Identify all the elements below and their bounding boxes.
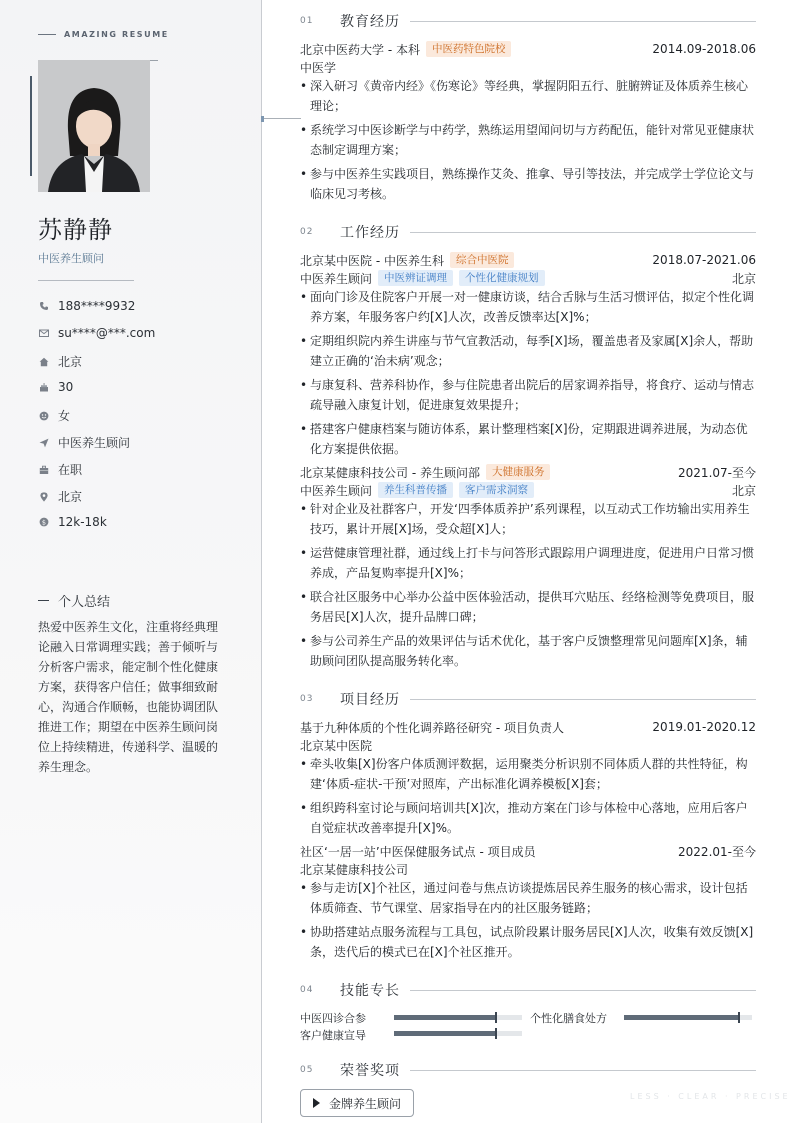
skill-tag: 客户需求洞察 <box>459 482 534 498</box>
company-tag: 大健康服务 <box>486 464 551 480</box>
svg-text:$: $ <box>41 518 47 527</box>
position-name: 中医养生顾问 <box>300 271 373 286</box>
timeline-marker <box>261 116 264 122</box>
skill-bar-tick <box>495 1028 497 1039</box>
list-item: • 参与公司养生产品的效果评估与话术优化，基于客户反馈整理常见问题库[X]条，辅助顾问团队提高服务转化率。 <box>300 634 748 668</box>
major-row <box>300 58 756 76</box>
skill-name: 个性化膳食处方 <box>530 1012 607 1025</box>
contact-location-text: 北京 <box>58 490 83 504</box>
skill-tag: 中医辨证调理 <box>378 270 453 286</box>
job-city: 北京 <box>731 483 756 498</box>
mail-icon <box>38 327 50 339</box>
brand-line <box>38 34 56 35</box>
project-org-row <box>300 860 756 878</box>
salary-icon <box>38 516 50 528</box>
project-date: 2019.01-2020.12 <box>652 720 756 734</box>
award-badge <box>300 1089 414 1117</box>
list-item: • 面向门诊及住院客户开展一对一健康访谈，结合舌脉与生活习惯评估，拟定个性化调养方案，年服务客户约[X]人次，改善反馈率达[X]%； <box>300 290 755 324</box>
contact-phone-text: 188****9932 <box>58 299 136 313</box>
summary-title-text: 个人总结 <box>58 595 111 610</box>
section-rule <box>410 699 756 700</box>
brand <box>38 30 169 39</box>
section-title: 教育经历 <box>340 14 400 30</box>
skill-bar-fill <box>624 1015 739 1020</box>
skill-bar-fill <box>394 1015 496 1020</box>
contact-gender-text: 女 <box>58 409 71 423</box>
job-row <box>300 463 756 481</box>
job-city: 北京 <box>731 271 756 286</box>
contact-home <box>38 353 82 370</box>
job-date: 2018.07-2021.06 <box>652 253 756 267</box>
phone-icon <box>38 300 50 312</box>
avatar-photo <box>38 60 150 192</box>
cake-icon <box>38 381 50 393</box>
job-date: 2021.07-至今 <box>678 465 756 480</box>
section-number: 03 <box>300 694 314 704</box>
skill-bar <box>624 1015 752 1020</box>
education-header <box>300 11 756 31</box>
section-rule <box>410 232 756 233</box>
location-icon <box>38 491 50 503</box>
list-item: • 针对企业及社群客户，开发‘四季体质养护’系列课程，以互动式工作坊输出实用养生技巧，累计开展[X]场，受众超[X]人； <box>300 502 750 536</box>
contact-phone <box>38 299 135 313</box>
skill-bar-fill <box>394 1031 496 1036</box>
list-item: • 协助搭建站点服务流程与工具包，试点阶段累计服务居民[X]人次，收集有效反馈[X]条，迭代后的模式已在[X]个社区推开。 <box>300 925 754 959</box>
list-item: • 参与中医养生实践项目，熟练操作艾灸、推拿、导引等技法，并完成学士学位论文与临床见习考核。 <box>300 167 755 201</box>
project-org-row <box>300 736 756 754</box>
skills-header <box>300 980 756 1000</box>
project-name: 社区‘一居一站’中医保健服务试点 - 项目成员 <box>300 844 536 859</box>
project-date: 2022.01-至今 <box>678 844 756 859</box>
photo-accent-bar <box>30 76 32 176</box>
project-org: 北京某中医院 <box>300 738 373 753</box>
company-name: 北京某中医院 - 中医养生科 <box>300 253 444 268</box>
contact-status-text: 在职 <box>58 463 83 477</box>
watermark: LESS · CLEAR · PRECISE <box>630 1092 791 1101</box>
position-name: 中医养生顾问 <box>300 483 373 498</box>
list-item: • 系统学习中医诊断学与中药学，熟练运用望闻问切与方药配伍，能针对常见亚健康状态制定调理方案； <box>300 123 755 157</box>
section-title: 技能专长 <box>340 983 400 999</box>
position-row <box>300 269 756 287</box>
face-icon <box>38 410 50 422</box>
major: 中医学 <box>300 60 337 75</box>
contact-job <box>38 434 130 451</box>
contact-status <box>38 461 82 478</box>
section-number: 01 <box>300 16 314 26</box>
company-name: 北京某健康科技公司 - 养生顾问部 <box>300 465 480 480</box>
list-item: • 搭建客户健康档案与随访体系，累计整理档案[X]份，定期跟进调养进展，为动态优化方案提供依据。 <box>300 422 748 456</box>
list-item: • 深入研习《黄帝内经》《伤寒论》等经典，掌握阴阳五行、脏腑辨证及体质养生核心理论； <box>300 79 749 113</box>
section-title: 项目经历 <box>340 692 400 708</box>
work-header <box>300 222 756 242</box>
candidate-name: 苏静静 <box>38 216 113 244</box>
contact-gender <box>38 407 70 424</box>
skill-bar <box>394 1015 522 1020</box>
position-row <box>300 481 756 499</box>
project-name: 基于九种体质的个性化调养路径研究 - 项目负责人 <box>300 720 564 735</box>
play-icon <box>313 1098 320 1108</box>
sidebar <box>0 0 262 1123</box>
skill-bar <box>394 1031 522 1036</box>
contact-home-text: 北京 <box>58 355 83 369</box>
section-rule <box>410 1070 756 1071</box>
section-title: 荣誉奖项 <box>340 1063 400 1079</box>
project-org: 北京某健康科技公司 <box>300 862 409 877</box>
list-item: • 联合社区服务中心举办公益中医体验活动，提供耳穴贴压、经络检测等免费项目，服务居民[X]人次，提升品牌口碑； <box>300 590 755 624</box>
school-name: 北京中医药大学 - 本科 <box>300 42 420 57</box>
job-row <box>300 251 756 269</box>
skill-bar-tick <box>495 1012 497 1023</box>
section-rule <box>410 21 756 22</box>
award-text: 金牌养生顾问 <box>329 1096 402 1111</box>
list-item: • 与康复科、营养科协作，参与住院患者出院后的居家调养指导，将食疗、运动与情志疏导融入康复计划，促进康复效果提升； <box>300 378 755 412</box>
project-row <box>300 718 756 736</box>
contact-location <box>38 488 82 505</box>
section-title: 工作经历 <box>340 225 400 241</box>
section-number: 04 <box>300 985 314 995</box>
education-date: 2014.09-2018.06 <box>652 42 756 56</box>
company-tag: 综合中医院 <box>450 252 515 268</box>
contact-salary-text: 12k-18k <box>58 515 107 529</box>
home-icon <box>38 356 50 368</box>
section-rule <box>410 990 756 991</box>
briefcase-icon <box>38 464 50 476</box>
honors-header <box>300 1060 756 1080</box>
timeline-connector <box>261 118 301 119</box>
contact-age <box>38 380 73 394</box>
summary-text: 热爱中医养生文化，注重将经典理论融入日常调理实践；善于倾听与分析客户需求，能定制个性化健康方案，获得客户信任；做事细致耐心，沟通合作顺畅，也能协调团队推进工作；期望在中医养生顾问岗位上持续精进，传递科学、温暖的养生理念。 <box>38 620 219 774</box>
list-item: • 参与走访[X]个社区，通过问卷与焦点访谈提炼居民养生服务的核心需求，设计包括体质筛查、节气课堂、居家指导在内的社区服务链路； <box>300 881 748 915</box>
education-row <box>300 40 756 58</box>
summary-title <box>38 591 110 610</box>
skill-tag: 养生科普传播 <box>378 482 453 498</box>
list-item: • 定期组织院内养生讲座与节气宣教活动，每季[X]场，覆盖患者及家属[X]余人，帮助建立正确的‘治未病’观念； <box>300 334 754 368</box>
skill-bar-tick <box>738 1012 740 1023</box>
summary-title-dash <box>38 600 49 601</box>
contact-email-text: su****@***.com <box>58 326 156 340</box>
skill-name: 中医四诊合参 <box>300 1012 366 1025</box>
list-item: • 运营健康管理社群，通过线上打卡与问答形式跟踪用户调理进度，促进用户日常习惯养成，产品复购率提升[X]%； <box>300 546 755 580</box>
projects-header <box>300 689 756 709</box>
list-item: • 组织跨科室讨论与顾问培训共[X]次，推动方案在门诊与体检中心落地，应用后客户自觉症状改善率提升[X]%。 <box>300 801 748 835</box>
list-item: • 牵头收集[X]份客户体质测评数据，运用聚类分析识别不同体质人群的共性特征，构建‘体质-症状-干预’对照库，产出标准化调养模板[X]套； <box>300 757 748 791</box>
contact-job-text: 中医养生顾问 <box>58 436 131 450</box>
section-number: 02 <box>300 227 314 237</box>
send-icon <box>38 437 50 449</box>
contact-salary <box>38 515 107 529</box>
candidate-role: 中医养生顾问 <box>38 252 104 265</box>
school-tag: 中医药特色院校 <box>426 41 512 57</box>
brand-text: AMAZING RESUME <box>64 30 169 39</box>
contact-age-text: 30 <box>58 380 74 394</box>
skill-tag: 个性化健康规划 <box>459 270 545 286</box>
skill-name: 客户健康宣导 <box>300 1029 366 1042</box>
section-number: 05 <box>300 1065 314 1075</box>
contact-email <box>38 326 155 340</box>
sidebar-divider <box>38 280 134 281</box>
project-row <box>300 842 756 860</box>
